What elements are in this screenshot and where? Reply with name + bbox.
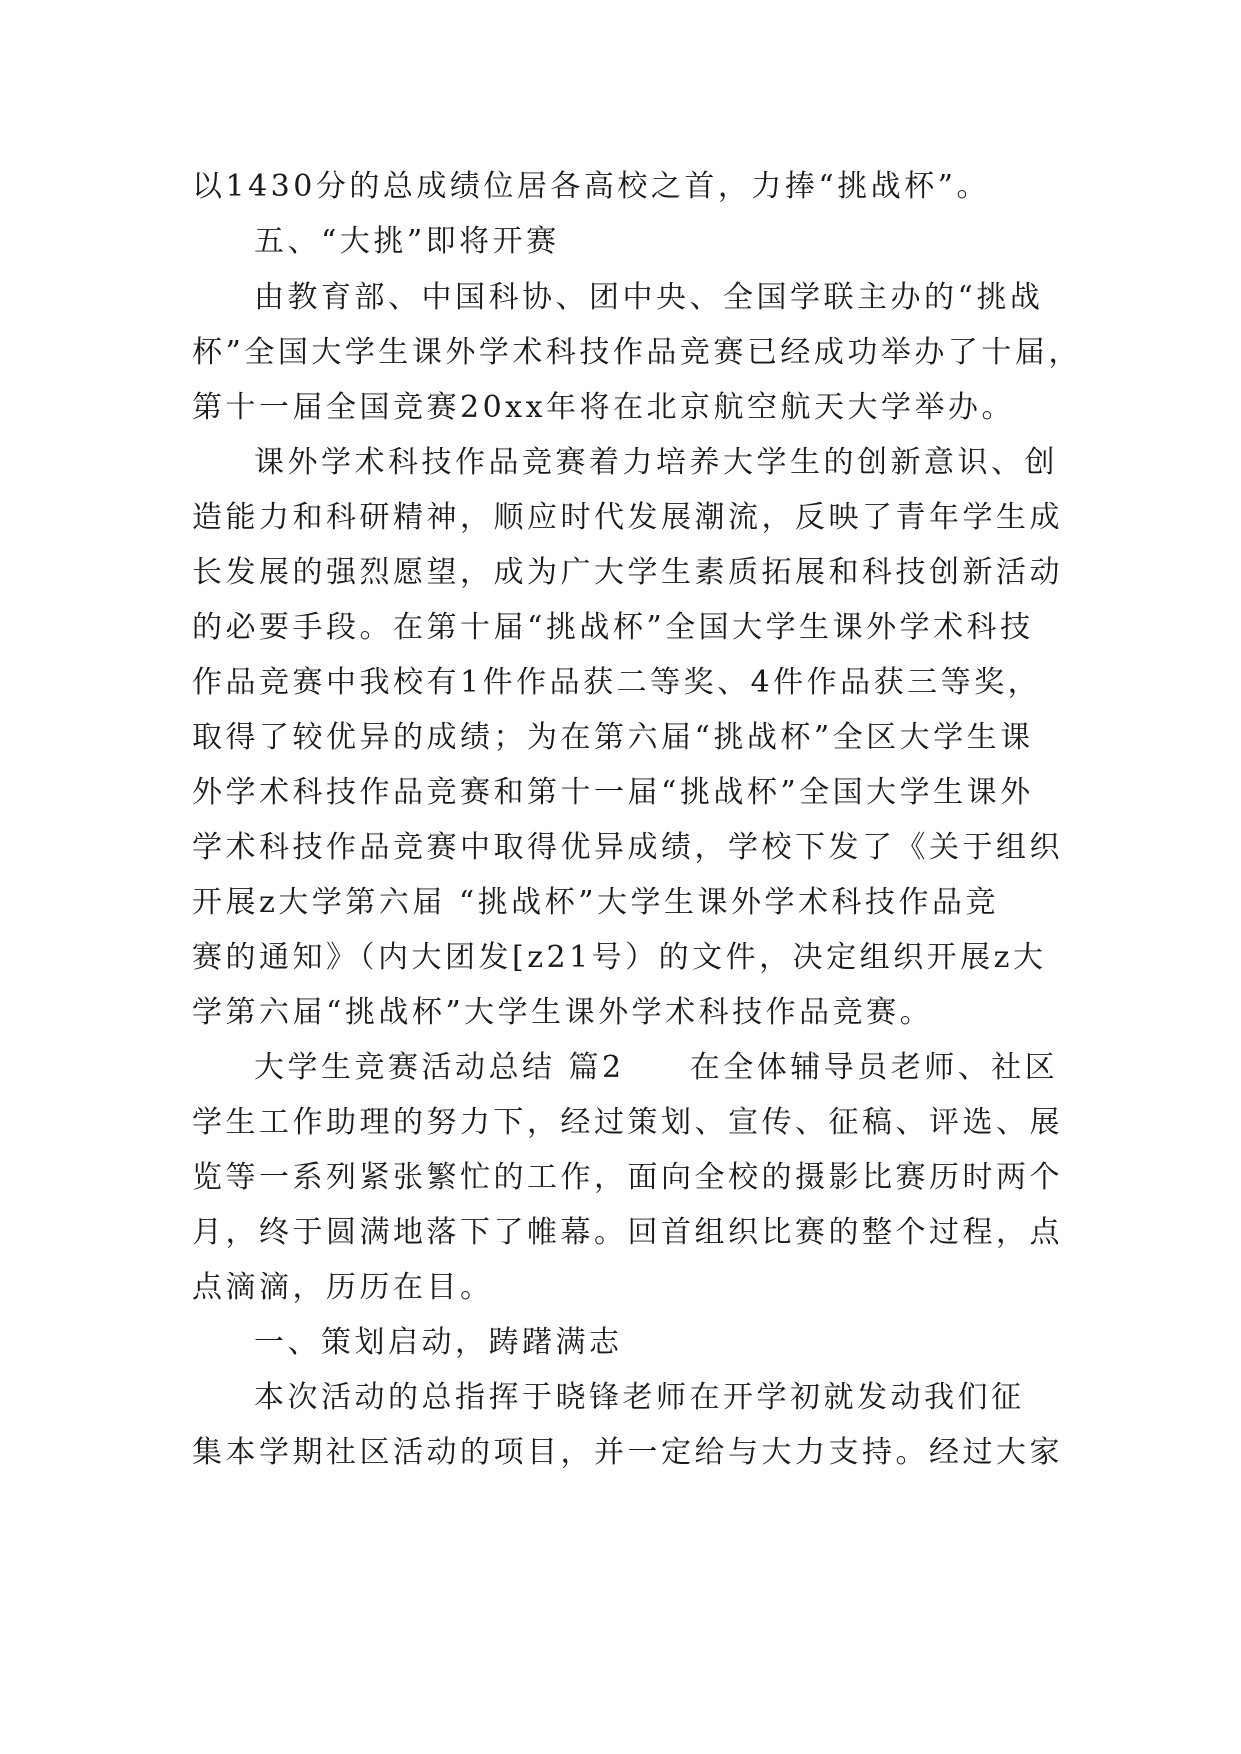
text-line: 作品竞赛中我校有1件作品获二等奖、4件作品获三等奖， (192, 665, 1042, 700)
text-line: 造能力和科研精神，顺应时代发展潮流，反映了青年学生成 (192, 500, 1063, 535)
text-line: 赛的通知》（内大团发[z21号）的文件，决定组织开展z大 (192, 940, 1047, 975)
text-line: 长发展的强烈愿望，成为广大学生素质拓展和科技创新活动 (192, 555, 1063, 590)
text-line: 以1430分的总成绩位居各高校之首，力捧“挑战杯”。 (192, 169, 991, 204)
text-line: 月，终于圆满地落下了帷幕。回首组织比赛的整个过程，点 (192, 1215, 1063, 1250)
section-heading: 一、策划启动，踌躇满志 (254, 1325, 623, 1360)
text-line: 学第六届“挑战杯”大学生课外学术科技作品竞赛。 (192, 995, 934, 1030)
section-heading: 五、“大挑”即将开赛 (254, 224, 560, 259)
text-line: 学生工作助理的努力下，经过策划、宣传、征稿、评选、展 (192, 1105, 1063, 1140)
text-line: 览等一系列紧张繁忙的工作，面向全校的摄影比赛历时两个 (192, 1160, 1063, 1195)
text-line: 点滴滴，历历在目。 (192, 1270, 494, 1305)
text-line: 杯”全国大学生课外学术科技作品竞赛已经成功举办了十届， (192, 335, 1082, 370)
text-line: 学术科技作品竞赛中取得优异成绩，学校下发了《关于组织 (192, 830, 1063, 865)
article-heading: 大学生竞赛活动总结 篇2 在全体辅导员老师、社区 (254, 1050, 1059, 1085)
text-line: 第十一届全国竞赛20xx年将在北京航空航天大学举办。 (192, 390, 1016, 425)
text-line: 开展z大学第六届 “挑战杯”大学生课外学术科技作品竞 (192, 885, 1000, 920)
text-line: 由教育部、中国科协、团中央、全国学联主办的“挑战 (254, 280, 1044, 315)
text-line: 集本学期社区活动的项目，并一定给与大力支持。经过大家 (192, 1435, 1063, 1470)
text-line: 的必要手段。在第十届“挑战杯”全国大学生课外学术科技 (192, 610, 1034, 645)
text-line: 课外学术科技作品竞赛着力培养大学生的创新意识、创 (254, 445, 1058, 480)
text-line: 本次活动的总指挥于晓锋老师在开学初就发动我们征 (254, 1380, 1025, 1415)
text-line: 取得了较优异的成绩；为在第六届“挑战杯”全区大学生课 (192, 720, 1034, 755)
text-line: 外学术科技作品竞赛和第十一届“挑战杯”全国大学生课外 (192, 775, 1034, 810)
